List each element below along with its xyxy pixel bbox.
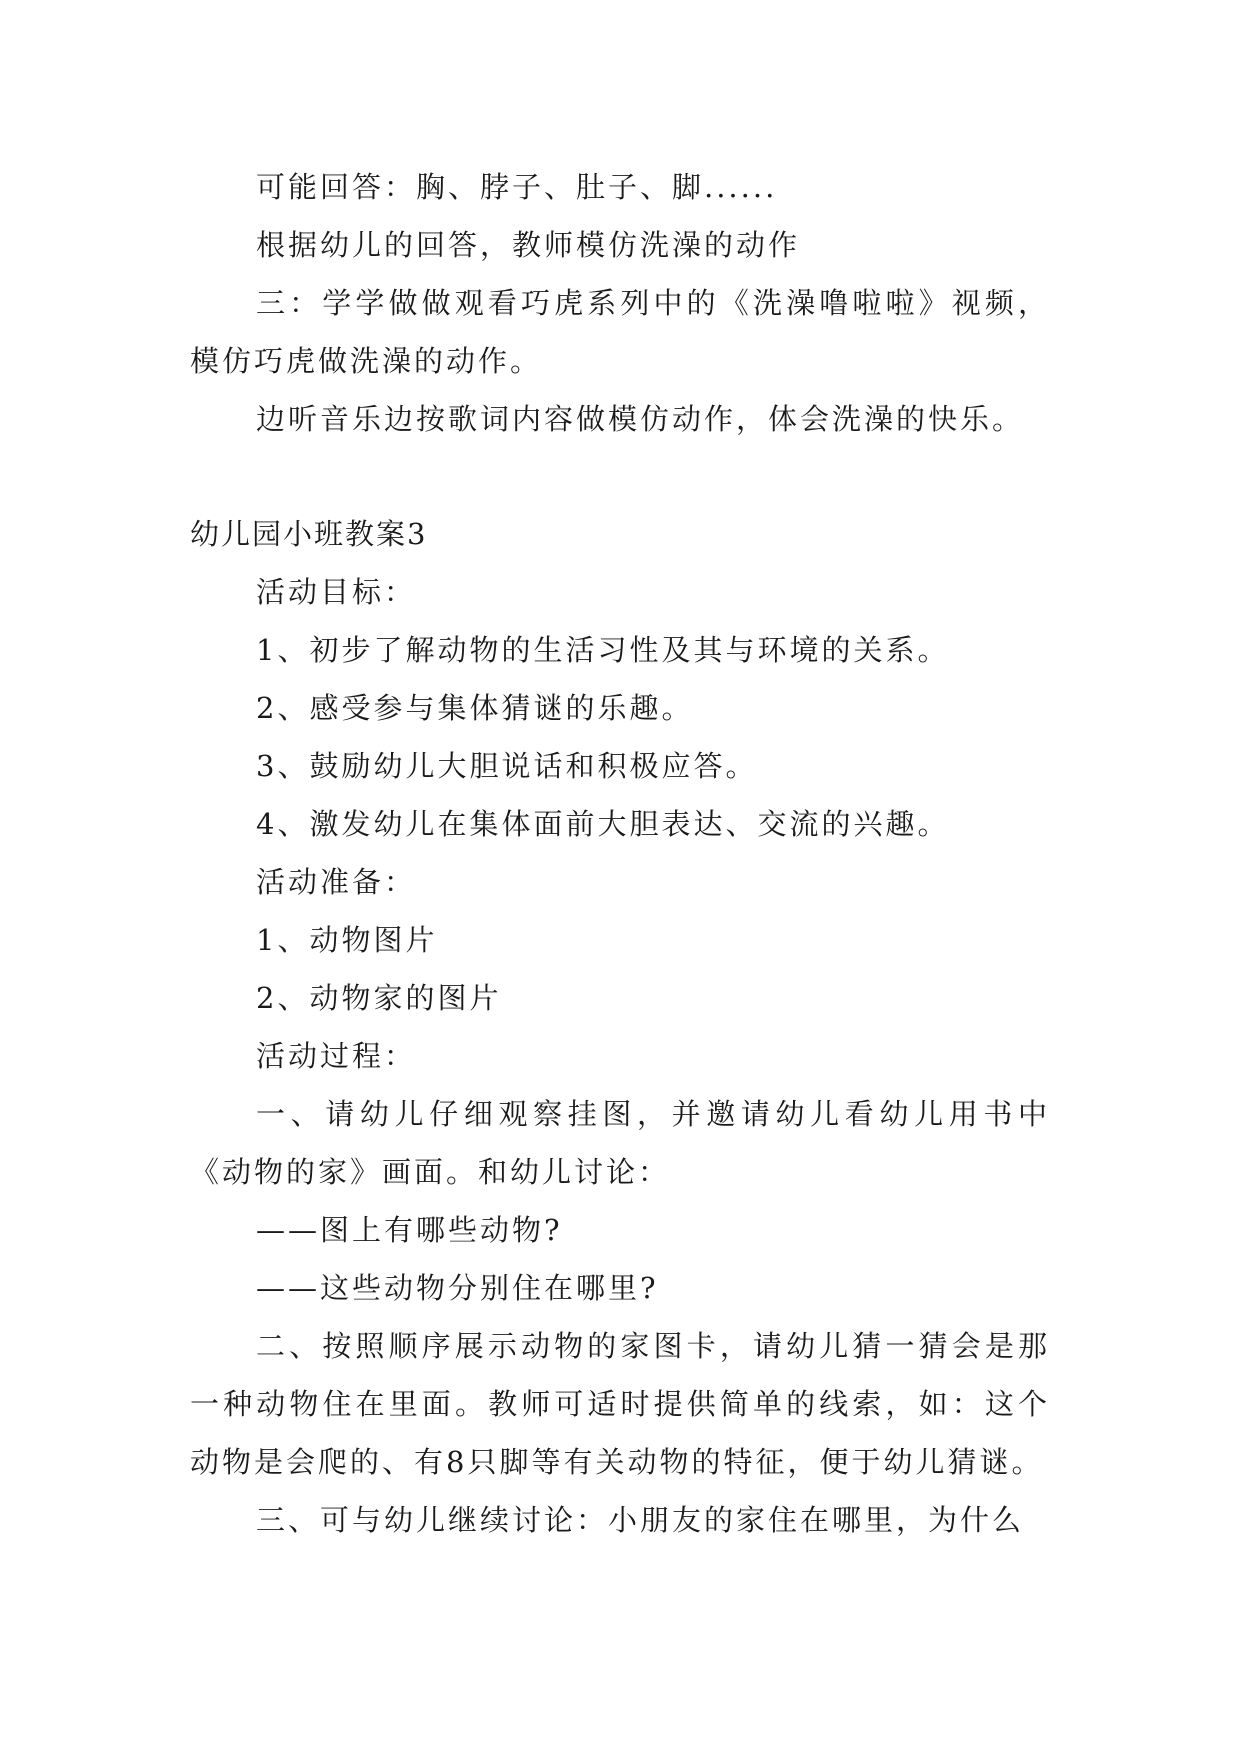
process-heading: 活动过程：: [256, 1039, 417, 1073]
goal-item-3: 3、鼓励幼儿大胆说话和积极应答。: [256, 749, 758, 783]
paragraph-music-imitation: 边听音乐边按歌词内容做模仿动作，体会洗澡的快乐。: [256, 402, 1025, 436]
paragraph-teacher-imitates: 根据幼儿的回答，教师模仿洗澡的动作: [256, 228, 801, 262]
process-step-2: 二、按照顺序展示动物的家图卡，请幼儿猜一猜会是那一种动物住在里面。教师可适时提供简单的线索，如：这个动物是会爬的、有8只脚等有关动物的特征，便于幼儿猜谜。: [190, 1329, 1050, 1479]
process-step-1: 一、请幼儿仔细观察挂图，并邀请幼儿看幼儿用书中《动物的家》画面。和幼儿讨论：: [190, 1097, 1050, 1189]
goal-item-2: 2、感受参与集体猜谜的乐趣。: [256, 691, 694, 725]
paragraph-step-three-video: 三：学学做做观看巧虎系列中的《洗澡噜啦啦》视频，模仿巧虎做洗澡的动作。: [190, 286, 1050, 378]
question-where-live: ——这些动物分别住在哪里?: [256, 1271, 659, 1305]
paragraph-possible-answers: 可能回答：胸、脖子、肚子、脚......: [256, 170, 778, 204]
section-title: 幼儿园小班教案3: [190, 517, 428, 551]
question-animals: ——图上有哪些动物?: [256, 1213, 563, 1247]
goal-item-1: 1、初步了解动物的生活习性及其与环境的关系。: [256, 633, 950, 667]
preparation-item-2: 2、动物家的图片: [256, 981, 502, 1015]
preparation-heading: 活动准备：: [256, 865, 417, 899]
preparation-item-1: 1、动物图片: [256, 923, 438, 957]
goals-heading: 活动目标：: [256, 575, 417, 609]
goal-item-4: 4、激发幼儿在集体面前大胆表达、交流的兴趣。: [256, 807, 950, 841]
process-step-3: 三、可与幼儿继续讨论：小朋友的家住在哪里，为什么: [256, 1503, 1025, 1537]
